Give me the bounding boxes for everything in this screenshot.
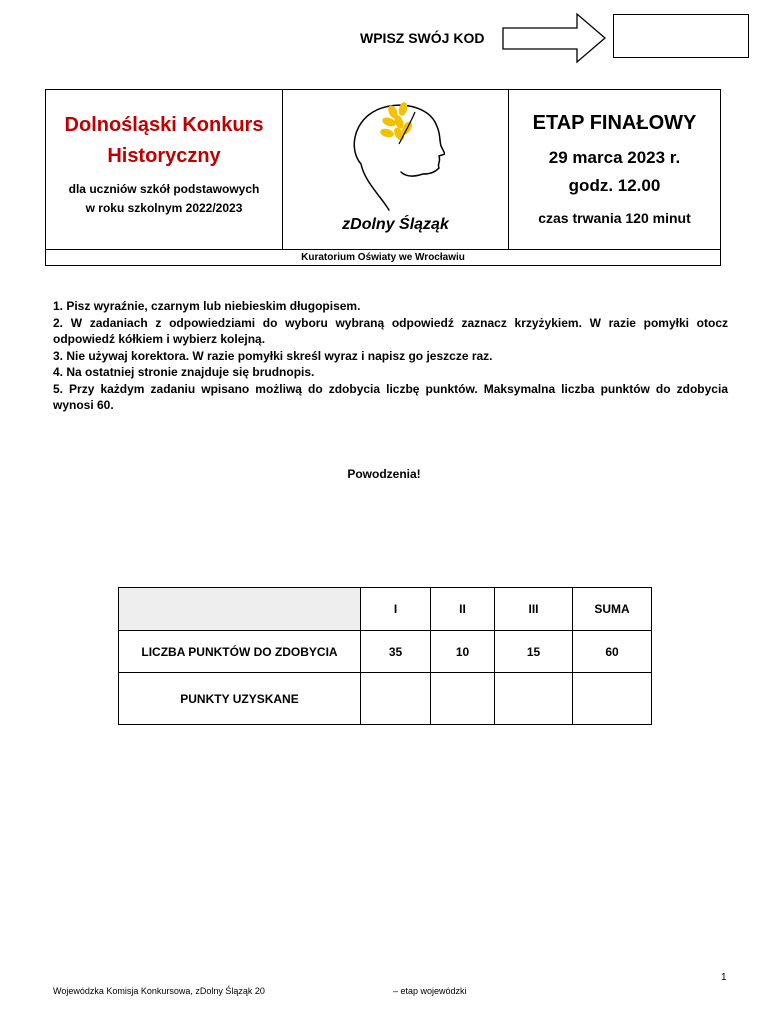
instruction-item: 1. Pisz wyraźnie, czarnym lub niebieskim długopisem. — [53, 299, 361, 313]
code-label: WPISZ SWÓJ KOD — [360, 30, 485, 46]
exam-details-cell — [509, 90, 720, 249]
instruction-item: 3. Nie używaj korektora. W razie pomyłki skreśl wyraz i napisz go jeszcze raz. — [53, 348, 493, 363]
instruction-item: 5. Przy każdym zadaniu wpisano możliwą do zdobycia liczbę punktów. Maksymalna liczba punktów do zdobycia wynosi 60. — [53, 381, 728, 412]
obtained-points-cell[interactable] — [495, 673, 573, 725]
laurel-head-logo-icon — [345, 98, 445, 216]
instruction-item: 2. W zadaniach z odpowiedziami do wyboru wybraną odpowiedź zaznacz krzyżykiem. W razie pomyłki otocz odpowiedź kółkiem i wybierz kolejną. — [53, 315, 728, 346]
stage-title: ETAP FINAŁOWY — [532, 112, 697, 134]
contest-subtitle — [46, 180, 282, 218]
header-cell-section-3: III — [495, 588, 573, 631]
contest-title-line1: Dolnośląski Konkurs — [64, 114, 264, 136]
arrow-right-icon — [502, 12, 608, 64]
contest-title — [46, 110, 282, 172]
row-label-obtained-points: PUNKTY UZYSKANE — [119, 673, 361, 725]
footer-committee: Wojewódzka Komisja Konkursowa, zDolny Śląząk 20 — [53, 986, 265, 996]
contest-info-cell — [46, 90, 283, 249]
max-points-cell: 15 — [495, 631, 573, 673]
footer-stage: – etap wojewódzki — [393, 986, 467, 996]
page-number: 1 — [721, 972, 727, 983]
contest-title-line2: Historyczny — [107, 145, 221, 167]
obtained-points-cell[interactable] — [431, 673, 495, 725]
exam-date: 29 marca 2023 r. — [548, 148, 681, 167]
instruction-item: 4. Na ostatniej stronie znajduje się brudnopis. — [53, 365, 315, 379]
max-points-cell: 35 — [361, 631, 431, 673]
header-cell-empty — [119, 588, 361, 631]
header-cell-section-2: II — [431, 588, 495, 631]
header-table — [45, 89, 721, 250]
brand-name: zDolny Śląząk — [342, 216, 449, 233]
exam-time: godz. 12.00 — [568, 176, 661, 195]
logo-cell — [283, 90, 509, 249]
organizer-label: Kuratorium Oświaty we Wrocławiu — [45, 250, 721, 266]
table-row — [119, 631, 652, 673]
header-cell-sum: SUMA — [573, 588, 652, 631]
obtained-points-cell[interactable] — [573, 673, 652, 725]
max-points-cell: 10 — [431, 631, 495, 673]
row-label-max-points: LICZBA PUNKTÓW DO ZDOBYCIA — [119, 631, 361, 673]
good-luck-text: Powodzenia! — [347, 467, 421, 481]
instructions-list — [53, 298, 728, 414]
score-table-header-row — [119, 588, 652, 631]
contest-subtitle-line1: dla uczniów szkół podstawowych — [68, 182, 260, 196]
header-cell-section-1: I — [361, 588, 431, 631]
obtained-points-cell[interactable] — [361, 673, 431, 725]
contest-subtitle-line2: w roku szkolnym 2022/2023 — [85, 201, 243, 215]
max-points-cell: 60 — [573, 631, 652, 673]
score-table — [118, 587, 652, 725]
exam-duration: czas trwania 120 minut — [538, 210, 691, 226]
table-row — [119, 673, 652, 725]
code-input-box[interactable] — [613, 14, 749, 58]
